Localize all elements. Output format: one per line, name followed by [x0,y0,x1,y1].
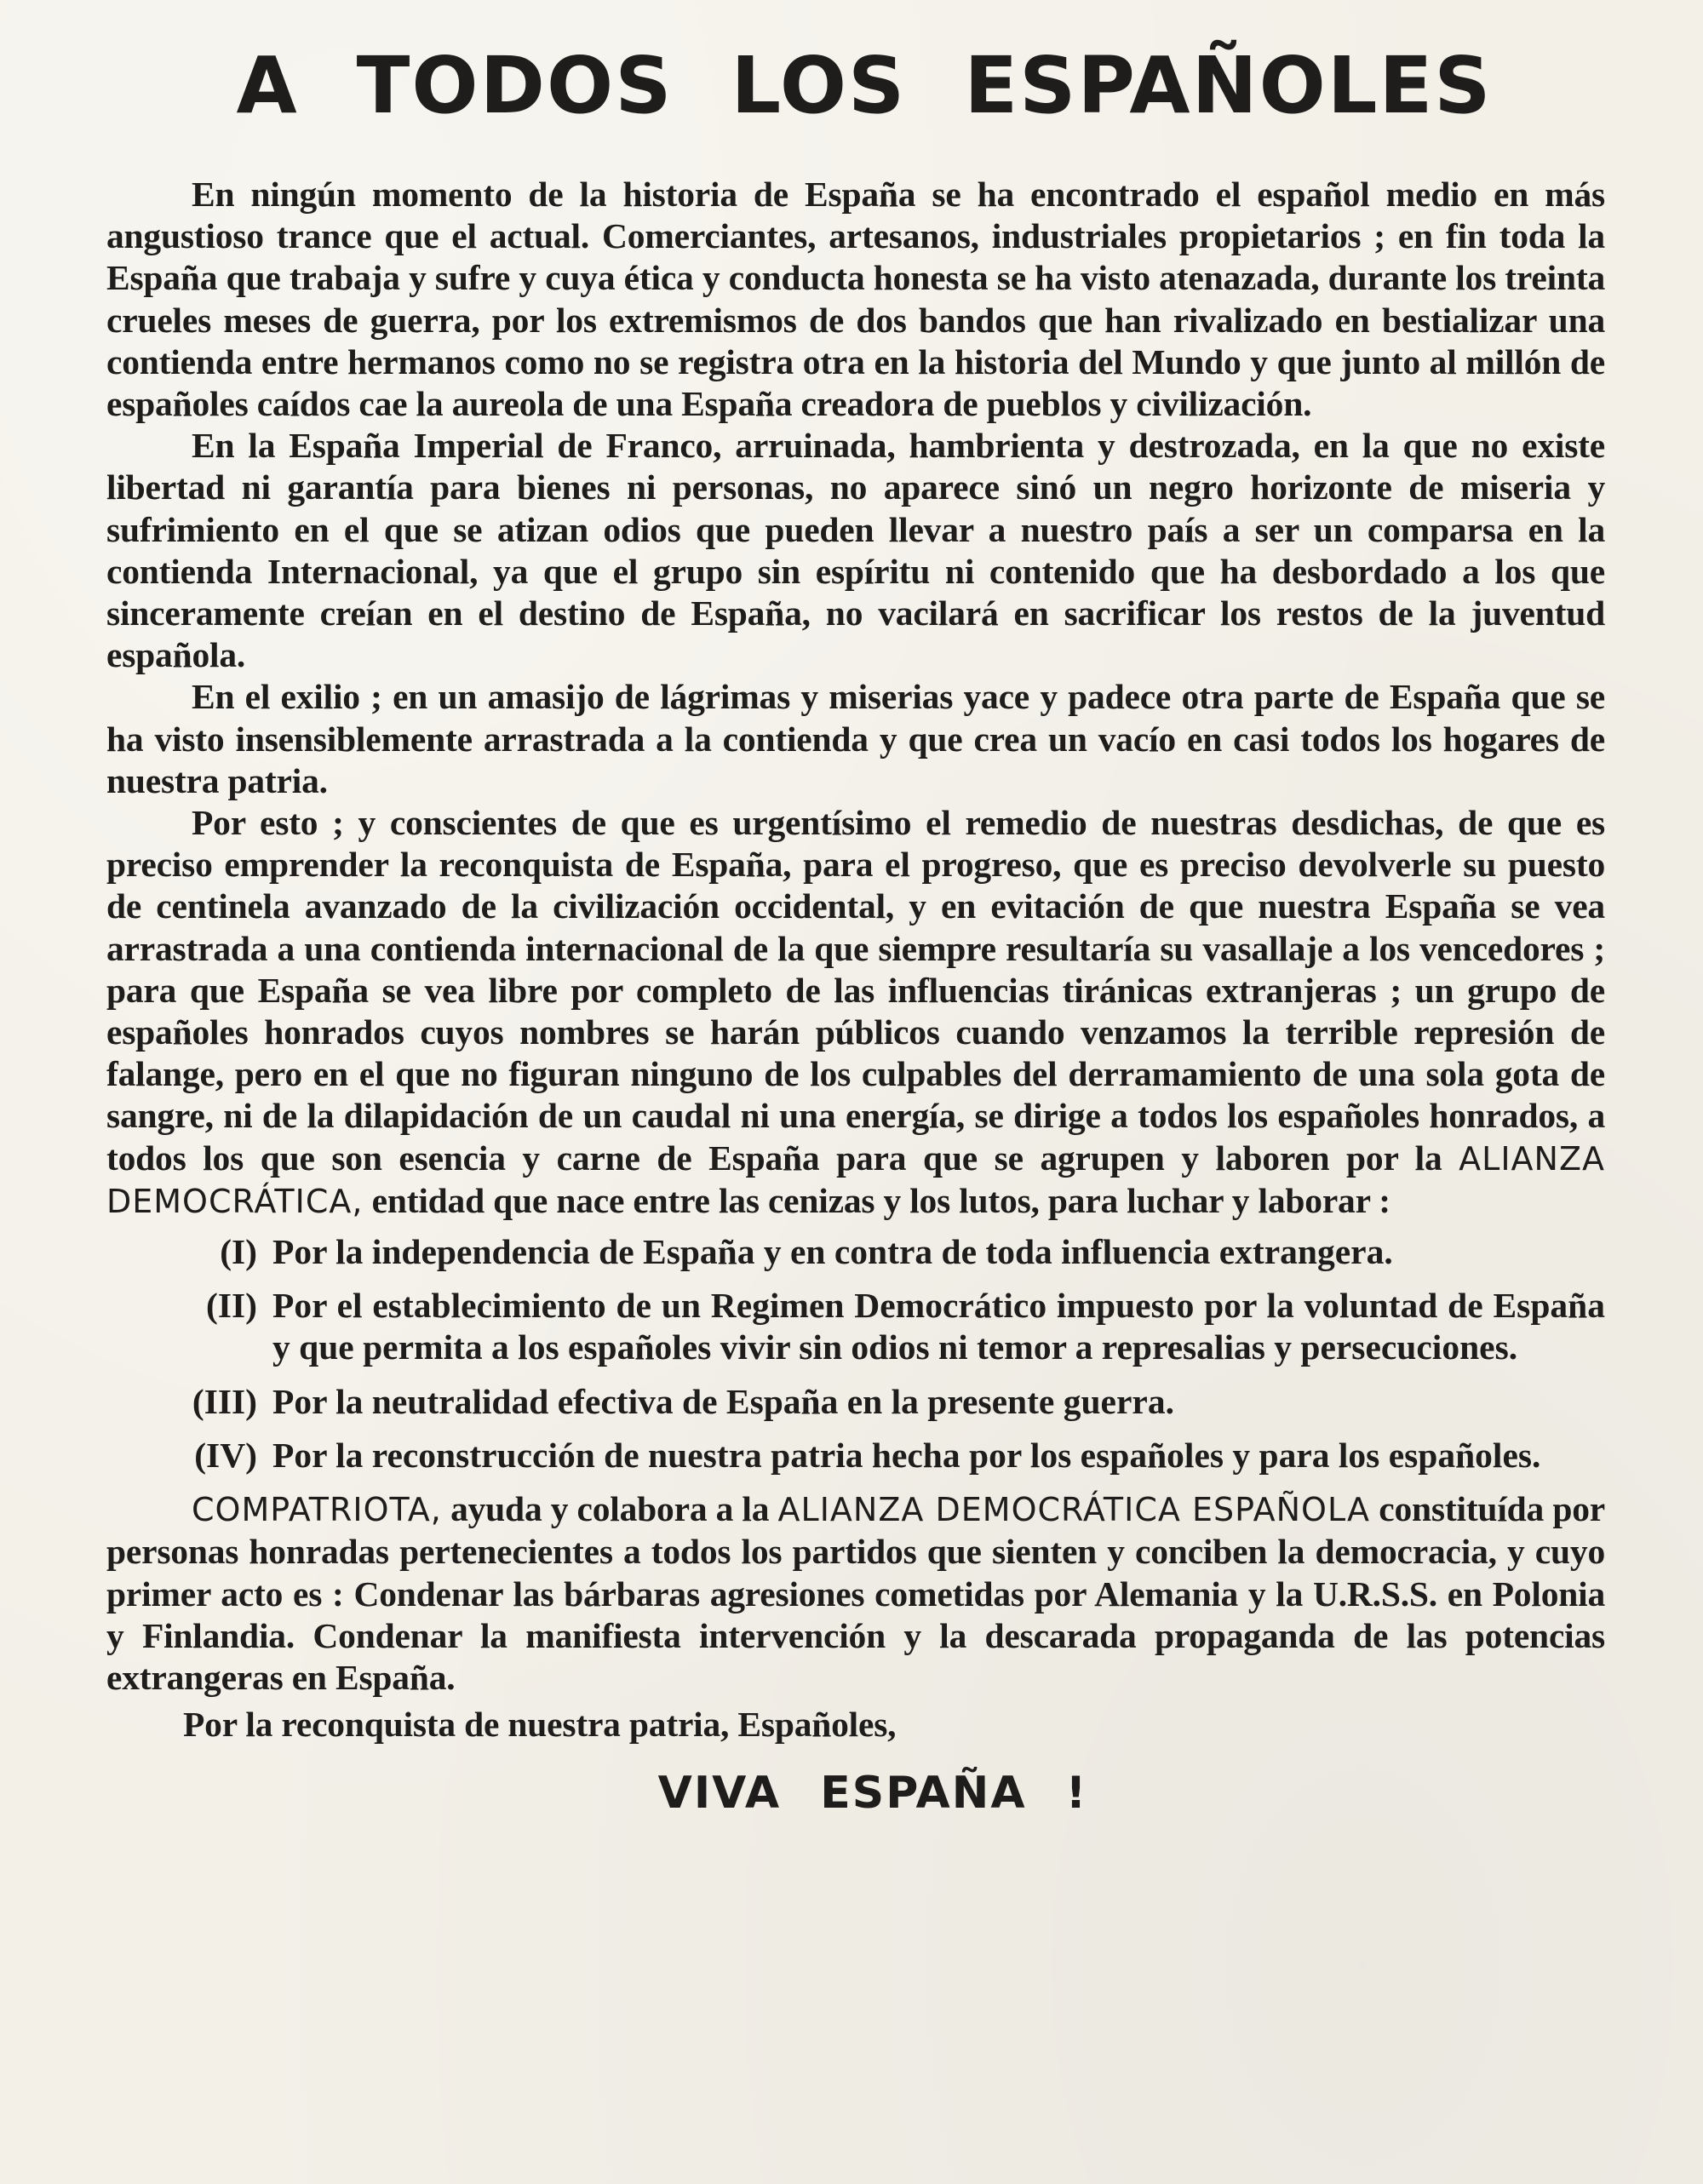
list-item-number: (I) [220,1232,257,1272]
paragraph-4-end: entidad que nace entre las cenizas y los lutos, para luchar y laborar : [371,1180,1390,1220]
list-item-text: Por la neutralidad efectiva de España en la presente guerra. [272,1381,1174,1421]
list-item [106,1231,1605,1273]
goals-list [106,1231,1605,1476]
list-item [106,1381,1605,1423]
list-item-text: Por la independencia de España y en contra de toda influencia extrangera. [272,1232,1393,1272]
closing-line: Por la reconquista de nuestra patria, Españoles, [183,1705,897,1745]
paragraph-5-mid: ayuda y colabora a la [450,1489,770,1529]
paragraph-4-main: Por esto ; y conscientes de que es urgentísimo el remedio de nuestras desdichas, de que es preciso emprender la reconquista de España, para el progreso, que es preciso devolverle su puesto de centinela avanzado de la civilización occidental, y en evitación de que nuestra España se vea arrastrada a una contienda internacional de la que siempre resultaría su vasallaje a los vencedores ; para que España se vea libre por completo de las influencias tiránicas extranjeras ; un grupo de españoles honrados cuyos nombres se harán públicos cuando venzamos la terrible represión de falange, pero en el que no figuran ninguno de los culpables del derramamiento de una sola gota de sangre, ni de la dilapidación de un caudal ni una energía, se dirige a todos los españoles honrados, a todos los que son esencia y carne de España para que se agrupen y laboren por la [106,803,1605,1178]
paragraph-2: En la España Imperial de Franco, arruinada, hambrienta y destrozada, en la que no existe libertad ni garantía para bienes ni personas, no aparece sinó un negro horizonte de miseria y sufrimiento en el que se atizan odios que pueden llevar a nuestro país a ser un comparsa en la contienda Internacional, ya que el grupo sin espíritu ni contenido que ha desbordado a los que sinceramente creían en el destino de España, no vacilará en sacrificar los restos de la juventud española. [106,426,1605,675]
paragraph-3: En el exilio ; en un amasijo de lágrimas y miserias yace y padece otra parte de España que se ha visto insensiblemente arrastrada a la contienda y que crea un vacío en casi todos los hogares de nuestra patria. [106,677,1605,800]
list-item [106,1435,1605,1476]
list-item-text: Por la reconstrucción de nuestra patria hecha por los españoles y para los españoles. [272,1435,1541,1475]
paragraph-5 [106,1488,1605,1699]
paragraph-5-end: constituída por personas honradas pertenecientes a todos los partidos que sienten y conciben la democracia, y cuyo primer acto es : Condenar las bárbaras agresiones cometidas por Alemania y la U.R.S.S. en Polonia y Finlandia. Condenar la manifiesta intervención y la descarada propaganda de las potencias extrangeras en España. [106,1489,1605,1697]
alianza-democratica-espanola-caps: ALIANZA DEMOCRÁTICA ESPAÑOLA [777,1491,1371,1529]
viva-espana-slogan: VIVA ESPAÑA ! [657,1768,1088,1820]
list-item [106,1285,1605,1368]
list-item-number: (II) [206,1286,257,1326]
list-item-text: Por el establecimiento de un Regimen Democrático impuesto por la voluntad de España y que permita a los españoles vivir sin odios ni temor a represalias y persecuciones. [272,1286,1605,1367]
paragraph-1: En ningún momento de la historia de España se ha encontrado el español medio en más angustioso trance que el actual. Comerciantes, artesanos, industriales propietarios ; en fin toda la España que trabaja y sufre y cuya ética y conducta honesta se ha visto atenazada, durante los treinta crueles meses de guerra, por los extremismos de dos bandos que han rivalizado en bestializar una contienda entre hermanos como no se registra otra en la historia del Mundo y que junto al millón de españoles caídos cae la aureola de una España creadora de pueblos y civilización. [106,175,1605,424]
compatriota-caps: COMPATRIOTA, [192,1491,442,1529]
paragraph-4 [106,802,1605,1223]
leaflet-title: A TODOS LOS ESPAÑOLES [236,40,1493,131]
list-item-number: (IV) [194,1435,257,1475]
alianza-democratica-caps: ALIANZA DEMOCRÁTICA, [106,1139,1605,1220]
list-item-number: (III) [192,1381,257,1421]
